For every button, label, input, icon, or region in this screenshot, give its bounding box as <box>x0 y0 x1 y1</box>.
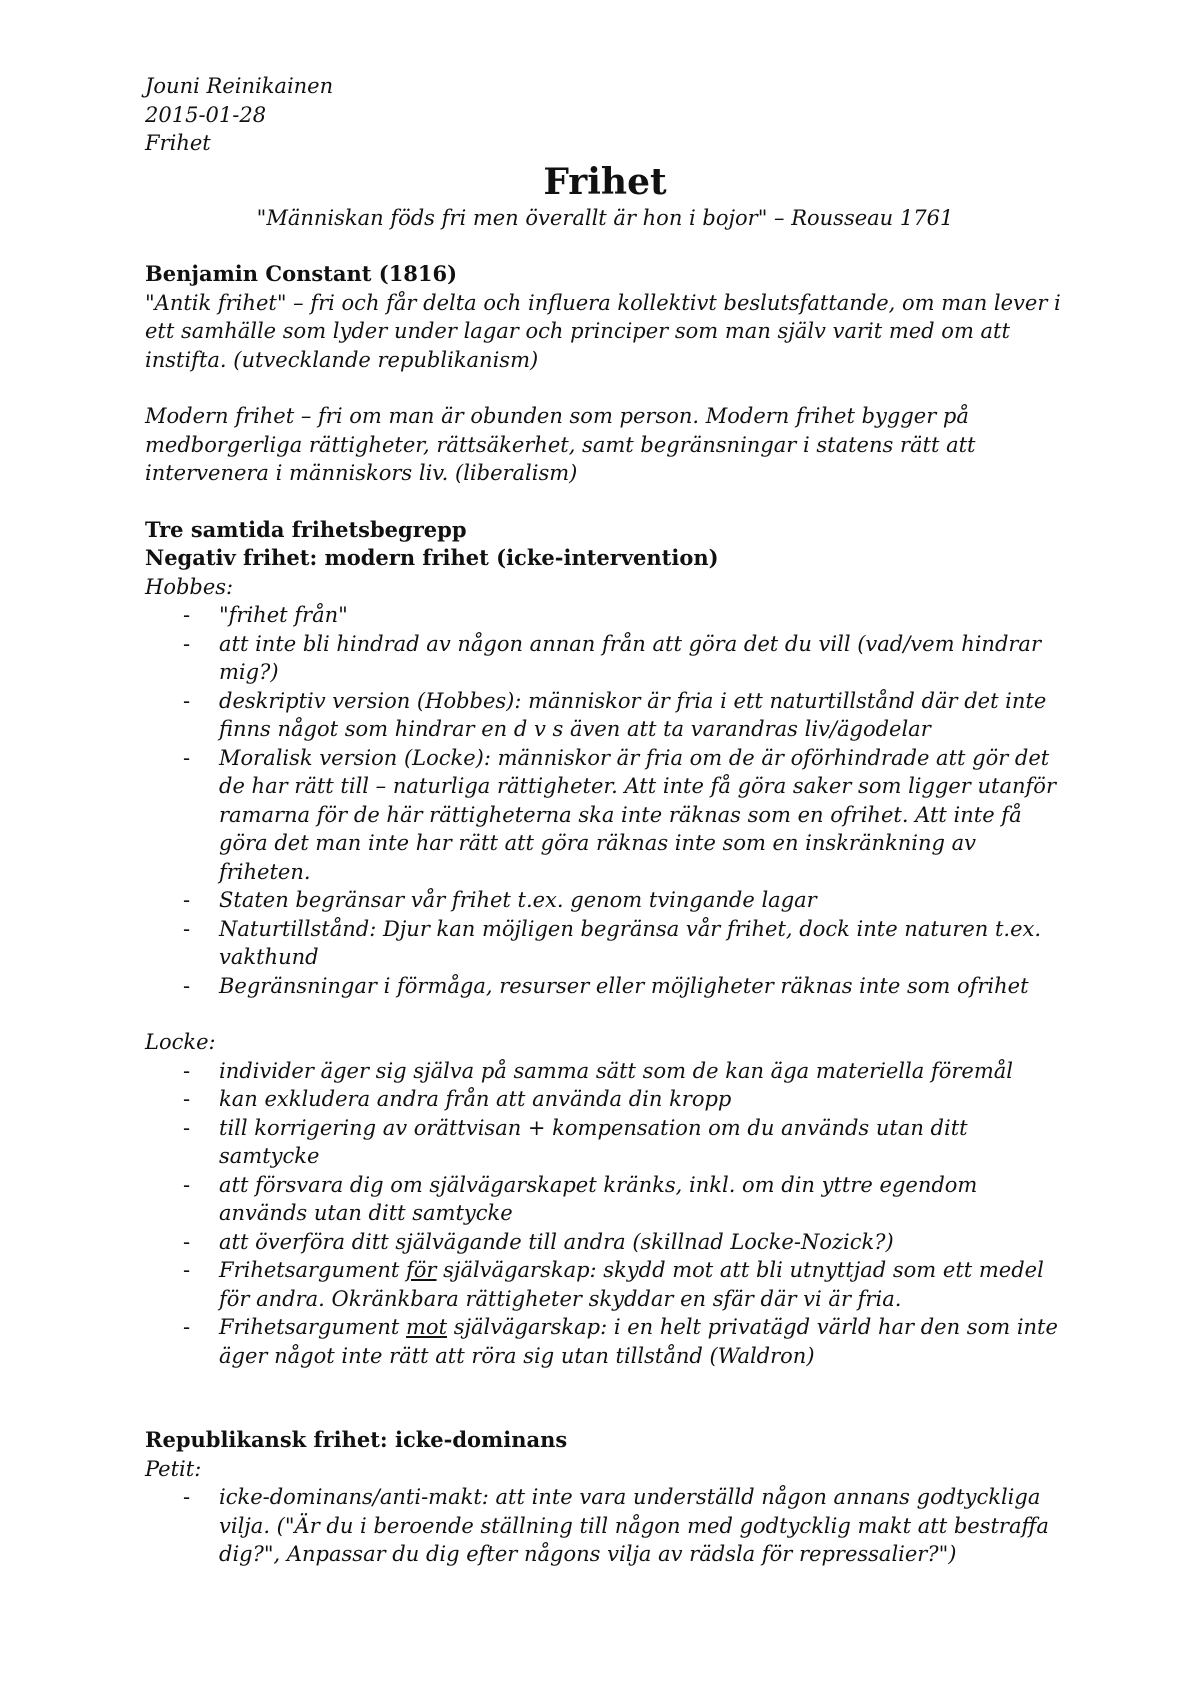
list-item: - individer äger sig själva på samma sätt som de kan äga materiella föremål <box>145 1057 1065 1086</box>
locke-list <box>145 1057 1065 1371</box>
author-name: Jouni Reinikainen <box>145 74 334 98</box>
list-item: - "frihet från" <box>145 601 1065 630</box>
list-item: - Begränsningar i förmåga, resurser eller möjligheter räknas inte som ofrihet <box>145 972 1065 1001</box>
locke-label: Locke: <box>145 1030 216 1054</box>
republikansk-frihet-heading: Republikansk frihet: icke-dominans <box>145 1427 568 1452</box>
constant-heading: Benjamin Constant (1816) <box>145 261 458 286</box>
hobbes-label: Hobbes: <box>145 574 234 599</box>
petit-list <box>145 1483 1065 1569</box>
list-item: - att försvara dig om självägarskapet kränks, inkl. om din yttre egendom används utan ditt samtycke <box>145 1171 1065 1228</box>
document-date: 2015-01-28 <box>145 102 267 127</box>
modern-frihet-paragraph: Modern frihet – fri om man är obunden som person. Modern frihet bygger på medborgerliga rättigheter, rättsäkerhet, samt begränsningar i statens rätt att intervenera i människors liv. (liberalism) <box>145 404 976 485</box>
list-item: - Moralisk version (Locke): människor är fria om de är oförhindrade att gör det de har rätt till – naturliga rättigheter. Att inte få göra saker som ligger utanför ramarna för de här rättigheterna ska inte räknas som en ofrihet. Att inte få göra det man inte har rätt att göra räknas inte som en inskränkning av friheten. <box>145 744 1065 887</box>
list-item: - icke-dominans/anti-makt: att inte vara underställd någon annans godtyckliga vilja. ("Är du i beroende ställning till någon med godtycklig makt att bestraffa dig?", Anpassar du dig efter någons vilja av rädsla för repressalier?") <box>145 1483 1065 1569</box>
list-item: - till korrigering av orättvisan + kompensation om du används utan ditt samtycke <box>145 1114 1065 1171</box>
antik-frihet-paragraph: "Antik frihet" – fri och får delta och influera kollektivt beslutsfattande, om man lever i ett samhälle som lyder under lagar och principer som man själv varit med om att instifta. (utvecklande republikanism) <box>145 290 1061 372</box>
hobbes-list <box>145 601 1065 1000</box>
page-title: Frihet <box>543 160 667 203</box>
list-item: - att överföra ditt självägande till andra (skillnad Locke-Nozick?) <box>145 1228 1065 1257</box>
rousseau-quote: "Människan föds fri men överallt är hon i bojor" – Rousseau 1761 <box>256 205 954 230</box>
list-item: - Staten begränsar vår frihet t.ex. genom tvingande lagar <box>145 886 1065 915</box>
list-item-frihetsargument-mot <box>145 1313 1065 1370</box>
list-item-frihetsargument-for <box>145 1256 1065 1313</box>
mot-item-prefix: Frihetsargument <box>219 1315 407 1339</box>
petit-label: Petit: <box>145 1456 202 1481</box>
mot-item-rest: självägarskap: i en helt privatägd värld har den som inte äger något inte rätt att röra sig utan tillstånd (Waldron) <box>219 1315 1058 1368</box>
list-item: - Naturtillstånd: Djur kan möjligen begränsa vår frihet, dock inte naturen t.ex. vakthund <box>145 915 1065 972</box>
tre-frihetsbegrepp-heading: Tre samtida frihetsbegrepp <box>145 516 467 542</box>
negativ-frihet-heading: Negativ frihet: modern frihet (icke-intervention) <box>145 545 719 570</box>
document-meta <box>145 72 1065 158</box>
list-item: - deskriptiv version (Hobbes): människor är fria i ett naturtillstånd där det inte finns något som hindrar en d v s även att ta varandras liv/ägodelar <box>145 687 1065 744</box>
mot-item-underlined: mot <box>406 1315 448 1339</box>
for-item-prefix: Frihetsargument <box>219 1258 407 1282</box>
list-item: - att inte bli hindrad av någon annan från att göra det du vill (vad/vem hindrar mig?) <box>145 630 1065 687</box>
document-subject: Frihet <box>145 131 211 155</box>
document-content <box>145 72 1065 1569</box>
list-item: - kan exkludera andra från att använda din kropp <box>145 1085 1065 1114</box>
for-item-rest: självägarskap: skydd mot att bli utnyttjad som ett medel för andra. Okränkbara rättigheter skyddar en sfär där vi är fria. <box>219 1258 1044 1311</box>
for-item-underlined: för <box>406 1258 437 1282</box>
